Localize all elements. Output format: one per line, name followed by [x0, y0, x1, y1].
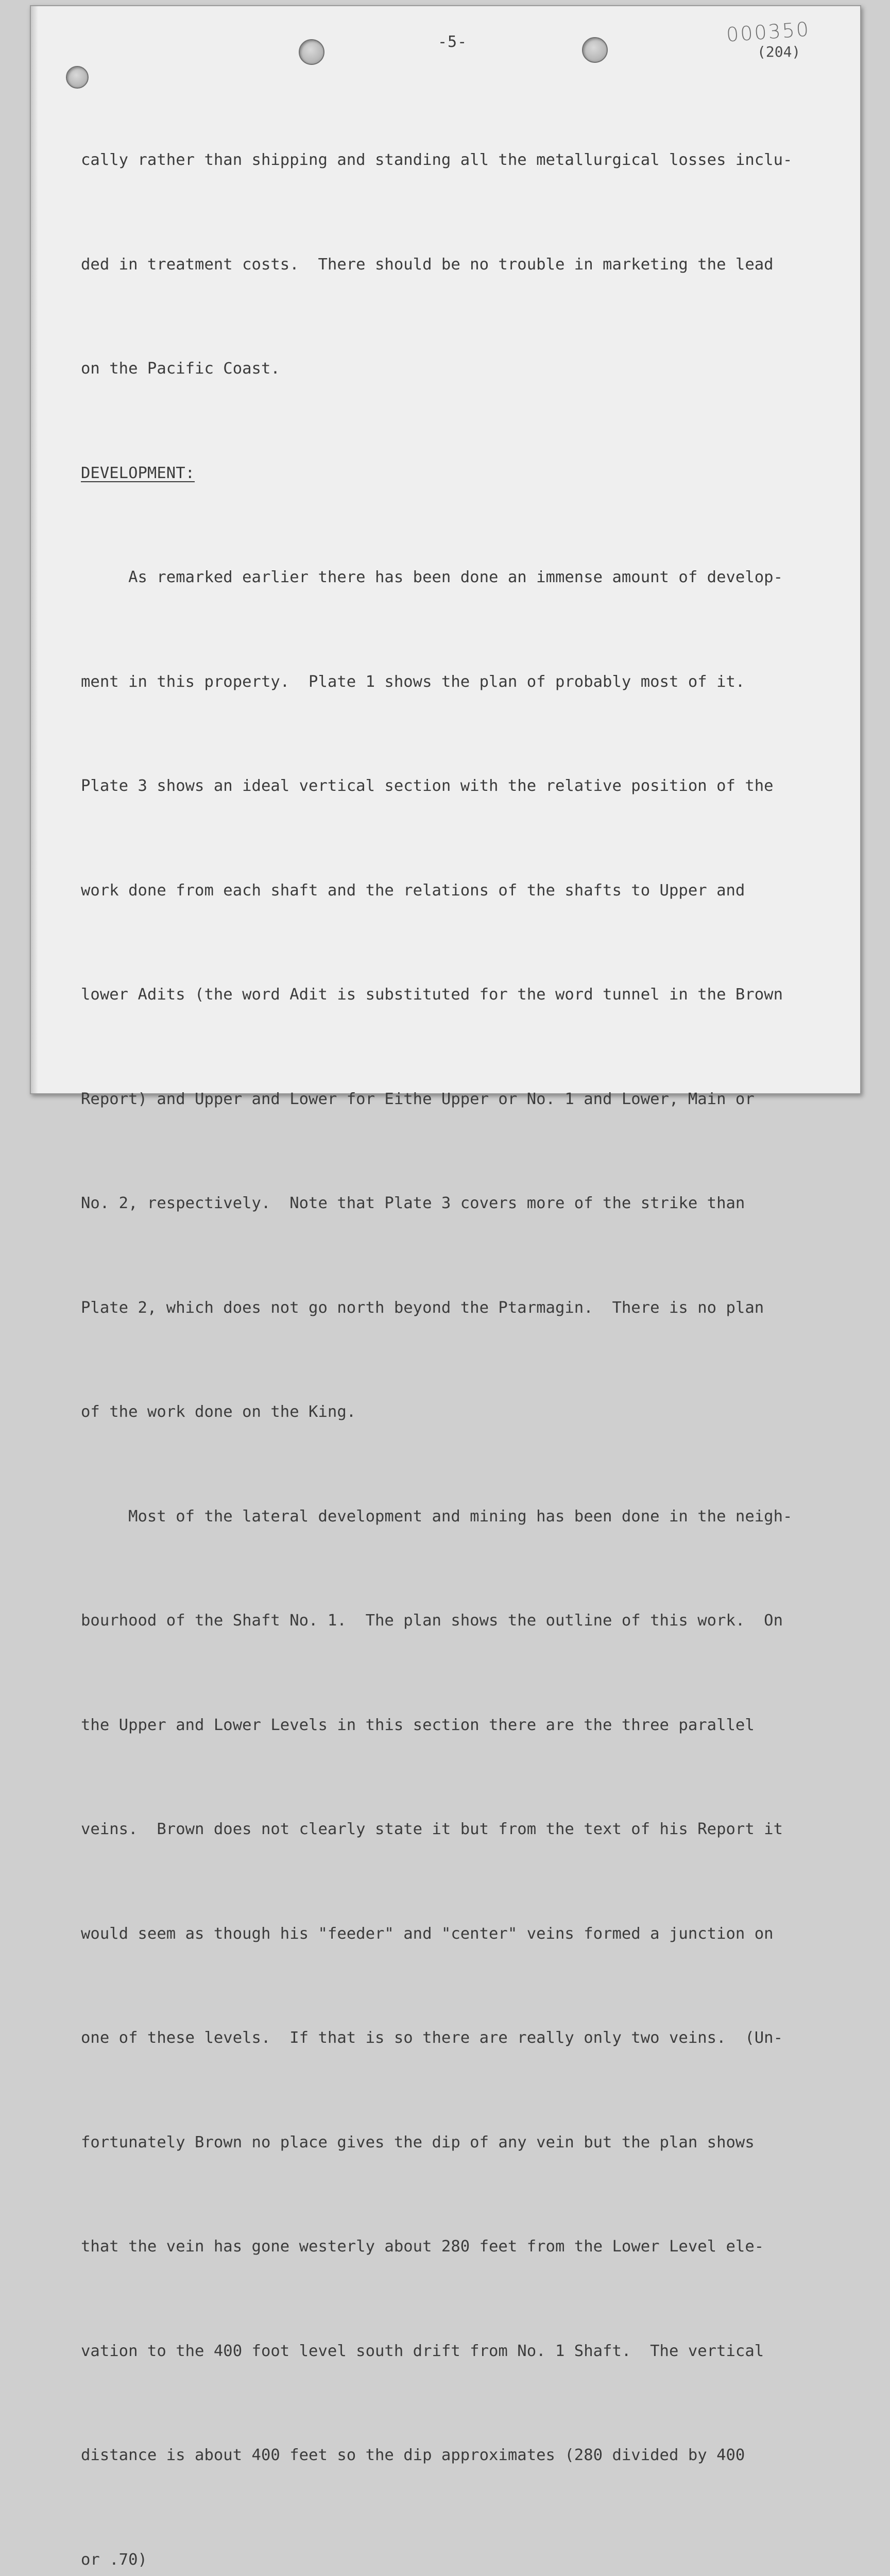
- text-line: would seem as though his "feeder" and "center" veins formed a junction on: [81, 1917, 853, 1952]
- text-line: lower Adits (the word Adit is substituted for the word tunnel in the Brown: [81, 977, 853, 1012]
- text-line: Report) and Upper and Lower for Eithe Upper or No. 1 and Lower, Main or: [81, 1082, 853, 1117]
- punch-hole-right: [582, 37, 608, 63]
- text-line: cally rather than shipping and standing all the metallurgical losses inclu-: [81, 143, 853, 178]
- text-line: Most of the lateral development and mining has been done in the neigh-: [81, 1499, 853, 1534]
- text-line: the Upper and Lower Levels in this section there are the three parallel: [81, 1708, 853, 1743]
- punch-hole-left: [299, 39, 324, 65]
- body-text: [81, 73, 853, 2576]
- text-line: of the work done on the King.: [81, 1395, 853, 1430]
- text-line: veins. Brown does not clearly state it but from the text of his Report it: [81, 1812, 853, 1847]
- section-heading-development: DEVELOPMENT:: [81, 456, 853, 491]
- text-line: ded in treatment costs. There should be no trouble in marketing the lead: [81, 247, 853, 282]
- text-line: bourhood of the Shaft No. 1. The plan shows the outline of this work. On: [81, 1603, 853, 1638]
- text-line: ment in this property. Plate 1 shows the plan of probably most of it.: [81, 665, 853, 700]
- text-line: No. 2, respectively. Note that Plate 3 covers more of the strike than: [81, 1186, 853, 1221]
- text-line: that the vein has gone westerly about 280 feet from the Lower Level ele-: [81, 2229, 853, 2264]
- text-line: vation to the 400 foot level south drift from No. 1 Shaft. The vertical: [81, 2334, 853, 2369]
- text-line: Plate 2, which does not go north beyond the Ptarmagin. There is no plan: [81, 1291, 853, 1326]
- text-line: As remarked earlier there has been done an immense amount of develop-: [81, 560, 853, 595]
- text-line: one of these levels. If that is so there are really only two veins. (Un-: [81, 2021, 853, 2056]
- page-number: -5-: [438, 33, 467, 51]
- text-line: distance is about 400 feet so the dip approximates (280 divided by 400: [81, 2438, 853, 2473]
- stamp-number: 000350: [726, 18, 811, 46]
- text-line: Plate 3 shows an ideal vertical section with the relative position of the: [81, 769, 853, 804]
- text-line: on the Pacific Coast.: [81, 351, 853, 386]
- text-line: fortunately Brown no place gives the dip of any vein but the plan shows: [81, 2125, 853, 2160]
- text-line: work done from each shaft and the relations of the shafts to Upper and: [81, 873, 853, 908]
- folio-number: (204): [757, 43, 800, 60]
- text-line: or .70): [81, 2543, 853, 2576]
